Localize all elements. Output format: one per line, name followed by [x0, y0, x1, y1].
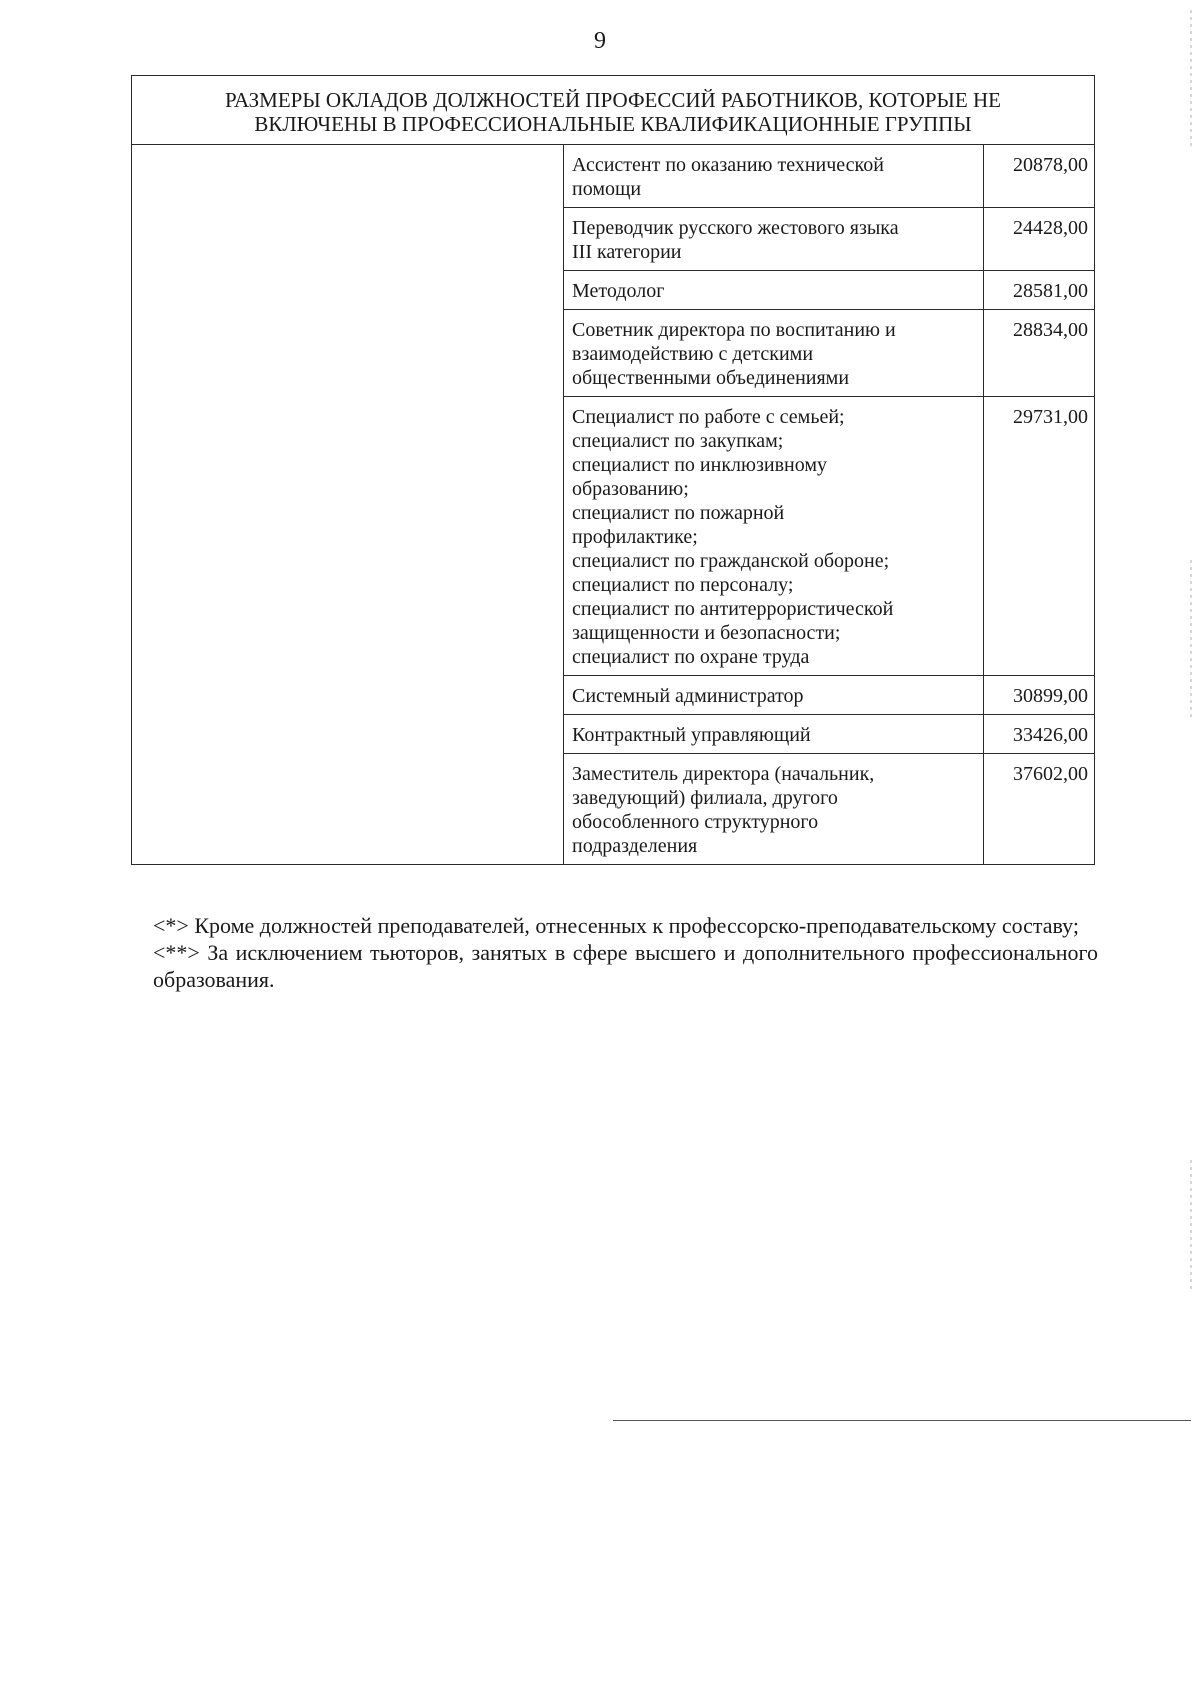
table-title-line-2: ВКЛЮЧЕНЫ В ПРОФЕССИОНАЛЬНЫЕ КВАЛИФИКАЦИОННЫЕ ГРУППЫ [254, 112, 972, 136]
scan-artifact [1190, 10, 1192, 150]
salary-value-cell: 24428,00 [984, 208, 1095, 271]
position-name-line: Системный администратор [572, 685, 804, 707]
position-name-cell [564, 271, 984, 310]
position-name-line: подразделения [572, 835, 698, 857]
footnotes [153, 912, 1098, 993]
position-name-cell [564, 754, 984, 865]
position-name-line: специалист по персоналу; [572, 574, 794, 596]
position-name-cell [564, 208, 984, 271]
position-name-line: специалист по инклюзивному [572, 454, 827, 476]
position-name-line: Заместитель директора (начальник, [572, 763, 875, 785]
scan-artifact [1190, 1160, 1192, 1290]
position-name-line: специалист по закупкам; [572, 430, 784, 452]
position-name-line: специалист по гражданской обороне; [572, 550, 890, 572]
salary-value-cell: 28581,00 [984, 271, 1095, 310]
empty-category-cell [132, 145, 564, 865]
salary-table [131, 75, 1095, 865]
position-name-line: помощи [572, 178, 642, 200]
scan-artifact [1190, 560, 1192, 720]
position-name-line: III категории [572, 241, 682, 263]
table-body [132, 145, 1095, 865]
salary-value-cell: 28834,00 [984, 310, 1095, 397]
position-name-cell [564, 397, 984, 676]
position-name-line: общественными объединениями [572, 367, 850, 389]
horizontal-rule [613, 1420, 1191, 1421]
page-number: 9 [594, 28, 606, 54]
position-name-line: образованию; [572, 478, 689, 500]
salary-value-cell: 33426,00 [984, 715, 1095, 754]
position-name-line: профилактике; [572, 526, 698, 548]
table-header-row [132, 76, 1095, 145]
position-name-line: Советник директора по воспитанию и [572, 319, 896, 341]
position-name-line: специалист по охране труда [572, 646, 810, 668]
position-name-cell [564, 676, 984, 715]
position-name-line: Контрактный управляющий [572, 724, 811, 746]
table-row [132, 145, 1095, 208]
footnote-2: <**> За исключением тьюторов, занятых в сфере высшего и дополнительного профессионального образования. [153, 940, 1098, 992]
position-name-line: специалист по антитеррористической [572, 598, 894, 620]
position-name-line: специалист по пожарной [572, 502, 785, 524]
position-name-line: защищенности и безопасности; [572, 622, 841, 644]
position-name-cell [564, 715, 984, 754]
position-name-line: Специалист по работе с семьей; [572, 406, 845, 428]
salary-value-cell: 30899,00 [984, 676, 1095, 715]
position-name-line: взаимодействию с детскими [572, 343, 814, 365]
table-title [132, 76, 1095, 145]
table-title-line-1: РАЗМЕРЫ ОКЛАДОВ ДОЛЖНОСТЕЙ ПРОФЕССИЙ РАБОТНИКОВ, КОТОРЫЕ НЕ [225, 88, 1001, 112]
position-name-line: Методолог [572, 280, 665, 302]
salary-value-cell: 37602,00 [984, 754, 1095, 865]
salary-value-cell: 29731,00 [984, 397, 1095, 676]
position-name-line: заведующий) филиала, другого [572, 787, 838, 809]
footnote-1: <*> Кроме должностей преподавателей, отнесенных к профессорско-преподавательскому составу; [153, 913, 1079, 938]
position-name-line: обособленного структурного [572, 811, 819, 833]
position-name-cell [564, 310, 984, 397]
position-name-line: Ассистент по оказанию технической [572, 154, 884, 176]
position-name-cell [564, 145, 984, 208]
salary-value-cell: 20878,00 [984, 145, 1095, 208]
position-name-line: Переводчик русского жестового языка [572, 217, 899, 239]
